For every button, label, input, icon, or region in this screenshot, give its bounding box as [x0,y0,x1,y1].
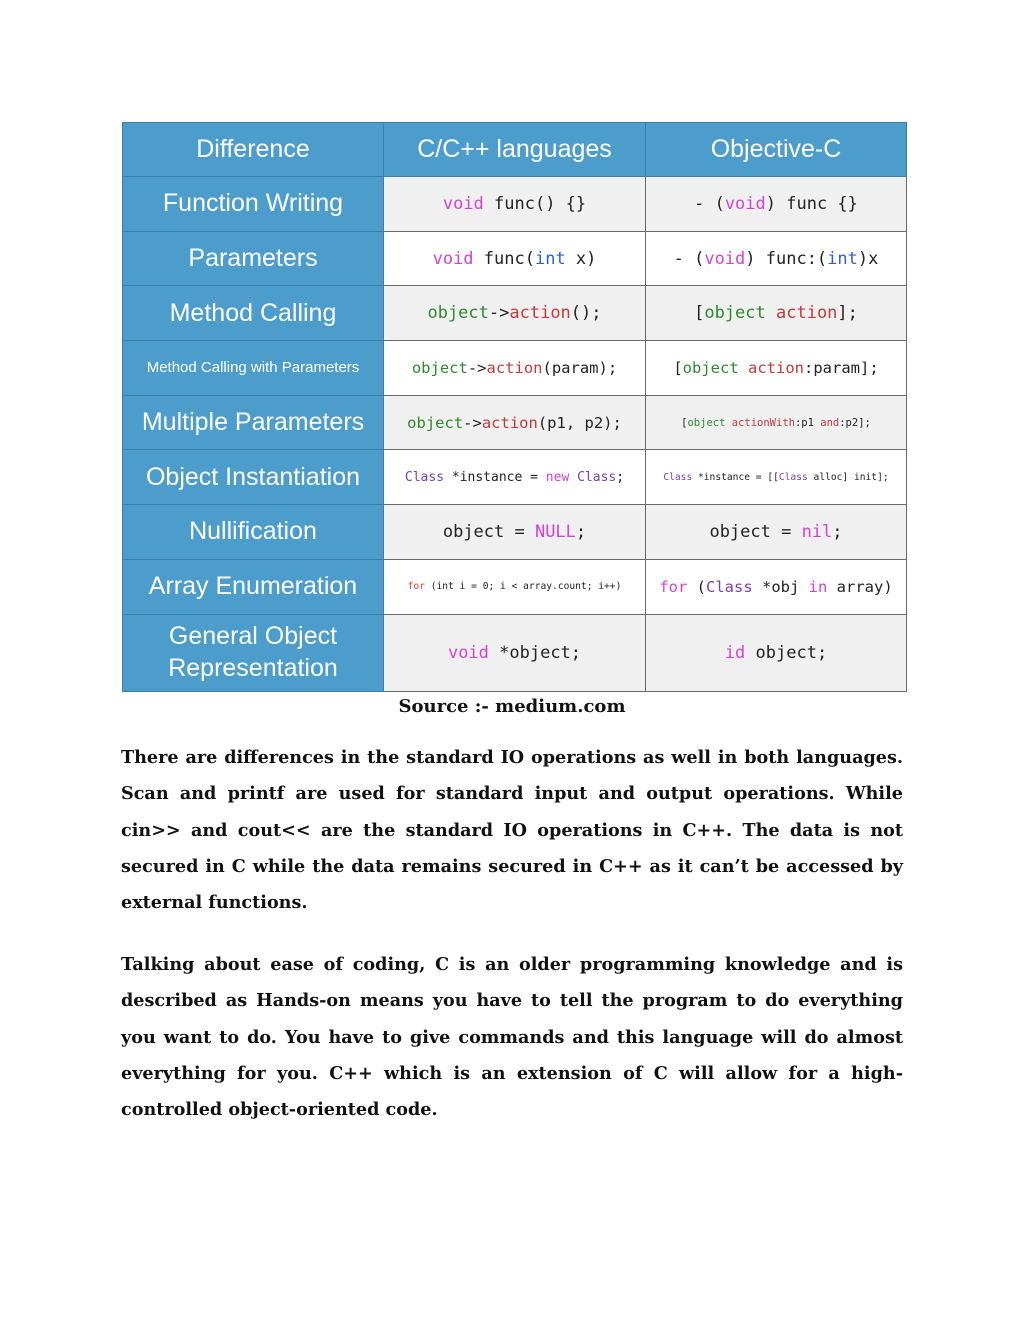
code-keyword: void [442,193,484,214]
code-keyword: in [808,577,828,596]
c-code-cell [384,231,646,286]
code-keyword: action [776,303,838,324]
code-text: (p1, p2); [537,413,622,432]
code-keyword: Class [663,471,693,483]
code-keyword: Class [404,469,445,485]
c-code-cell [384,614,646,691]
code-keyword: object [427,303,489,324]
objc-code-cell [646,559,907,614]
code-text: object = [442,521,535,542]
code-keyword: int [534,248,566,269]
objc-code-cell [646,395,907,450]
table-row [123,614,907,691]
code-text: func() {} [483,193,587,214]
code-keyword: Class [706,577,753,596]
code-keyword: object [411,358,468,377]
code-text: -> [463,413,482,432]
code-text: ; [832,521,843,542]
code-keyword: action [509,303,571,324]
code-text: x) [565,248,597,269]
code-text: object; [745,642,828,663]
row-label: General Object Representation [123,614,384,691]
code-text: (int i = 0; i < array.count; i++) [424,581,622,593]
code-text: ; [616,469,625,485]
code-text: [ [694,303,705,324]
objc-code-cell [646,505,907,560]
body-paragraph: Talking about ease of coding, C is an older programming knowledge and is described as Hands-on means you have to tell the program to do everything you want to do. You have to give commands and this language will do almost everything for you. C++ which is an extension of C will allow for a high-controlled object-oriented code. [121,954,903,1121]
code-keyword: id [724,642,746,663]
header-difference: Difference [123,123,384,177]
objc-code-cell [646,341,907,396]
row-label: Parameters [123,231,384,286]
header-objective-c: Objective-C [646,123,907,177]
code-text: alloc] init]; [807,471,889,483]
code-text: :p2]; [839,416,871,429]
table-row [123,395,907,450]
table-row [123,286,907,341]
code-text: ; [575,521,587,542]
source-caption: Source :- medium.com [398,696,626,717]
code-text: object = [709,521,802,542]
c-code-cell [384,505,646,560]
code-text: :param]; [804,358,879,377]
code-keyword: nil [801,521,833,542]
code-keyword: action [481,413,538,432]
code-keyword: object [687,416,726,429]
code-keyword: new [545,469,570,485]
code-keyword: Class [778,471,808,483]
code-keyword: actionWith [731,416,795,429]
code-keyword: Class [577,469,617,485]
code-keyword: for [659,577,688,596]
code-text: ) func:( [745,248,828,269]
c-code-cell [384,395,646,450]
objc-code-cell [646,286,907,341]
table-row [123,177,907,232]
table-row [123,231,907,286]
table-row [123,450,907,505]
code-text: *instance = [444,469,546,485]
code-keyword: action [748,358,805,377]
code-text: array) [827,577,893,596]
code-keyword: void [447,642,489,663]
code-keyword: for [407,581,425,593]
code-text: -> [488,303,510,324]
row-label: Method Calling [123,286,384,341]
code-text: - ( [694,193,725,214]
code-keyword: void [724,193,766,214]
code-text: :p1 [794,416,821,429]
table-row [123,559,907,614]
objc-code-cell [646,231,907,286]
code-text: *instance = [[ [692,471,779,483]
code-text [569,470,577,485]
c-code-cell [384,177,646,232]
code-keyword: NULL [534,521,576,542]
code-keyword: void [704,248,746,269]
row-label: Multiple Parameters [123,395,384,450]
code-keyword: object [704,303,766,324]
code-keyword: object [407,413,464,432]
code-text: func( [473,248,535,269]
row-label: Nullification [123,505,384,560]
code-text: ]; [837,303,858,324]
code-keyword: and [820,416,840,429]
comparison-table [122,122,907,692]
row-label: Object Instantiation [123,450,384,505]
code-keyword: action [486,358,543,377]
body-paragraph: There are differences in the standard IO operations as well in both languages. Scan and printf are used for standard input and output operations. While cin>> and cout<< are the standard IO operations in C++. The data is not secured in C while the data remains secured in C++ as it can’t be accessed by external functions. [121,747,903,914]
code-text: - ( [673,248,705,269]
code-text: (); [570,303,602,324]
code-text: *obj [752,577,809,596]
objc-code-cell [646,450,907,505]
table-row [123,341,907,396]
c-code-cell [384,286,646,341]
row-label: Function Writing [123,177,384,232]
row-label: Method Calling with Parameters [123,341,384,396]
code-text [739,359,748,377]
code-text: ( [687,577,706,596]
header-c-cpp: C/C++ languages [384,123,646,177]
table-header-row [123,123,907,177]
code-keyword: int [827,248,858,269]
c-code-cell [384,341,646,396]
code-text [766,303,776,323]
code-text: -> [467,358,487,377]
code-keyword: void [432,248,474,269]
c-code-cell [384,450,646,505]
code-text: (param); [542,358,618,377]
code-keyword: object [682,358,739,377]
code-text: ) func {} [765,193,858,214]
code-text: *object; [488,642,582,663]
code-text: )x [857,248,879,269]
c-code-cell [384,559,646,614]
code-text: [ [681,416,688,429]
table-row [123,505,907,560]
code-text: [ [673,358,683,377]
row-label: Array Enumeration [123,559,384,614]
objc-code-cell [646,177,907,232]
objc-code-cell [646,614,907,691]
